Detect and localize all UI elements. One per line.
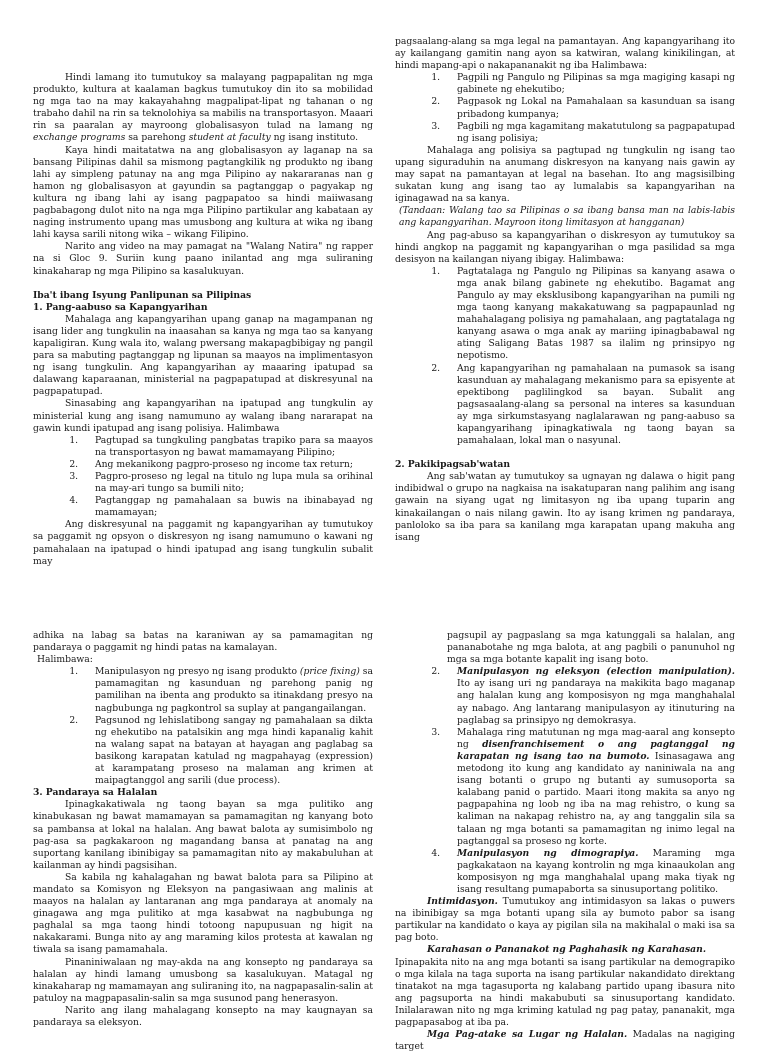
- list-item: 3. Pagbili ng mga kagamitang makatutulong sa pagpapatupad ng isang polisiya;: [443, 121, 735, 145]
- paragraph: adhika na labag sa batas na karaniwan ay sa pamamagitan ng pandaraya o paggamit ng hindi patas na kamalayan.: [33, 630, 373, 654]
- paragraph: Narito ang ilang mahalagang konsepto na may kaugnayan sa pandaraya sa eleksyon.: [33, 1004, 373, 1028]
- list-item: 1. Pagtupad sa tungkuling pangbatas trapiko para sa maayos na transportasyon ng bawat mamamayang Pilipino;: [81, 435, 373, 459]
- list-item: 1. Manipulasyon ng presyo ng isang produkto (price fixing) sa pamamagitan ng kasunduan ng parehong panig ng pamilihan na ibenta ang produkto sa itinakdang presyo na nagbubunga ng pagkontrol sa suplay at pangangailangan.: [81, 666, 373, 714]
- example-list: [33, 666, 373, 787]
- list-item: 3. Mahalaga ring matutunan ng mga mag-aaral ang konsepto ng disenfranchisement o ang pagtanggal ng karapatan ng isang tao na bumoto. Isinasagawa ang metodong ito kung ang kandidato ay naniniwala na ang isang botanti o grupo ng butanti ay sumusoporta sa kalabang panid o partido. Maari itong makita sa anyo ng pagpapahina ng loob ng iba na mag rehistro, o kung sa kaliman na nakapag rehistro na, ay ang tanggalin sila sa talaan ng mga botanti sa pamamagitan ng inimo legal na pagtanggal sa proseso ng korte.: [443, 727, 735, 848]
- paragraph: Mahalaga ang kapangyarihan upang ganap na magampanan ng isang lider ang tungkulin na inaasahan sa kanya ng mga tao sa kanyang kapaligiran. Kung wala ito, walang pwersang makapagbibigay ng pangil para sa mabuting pagtanggap ng lipunan sa maayos na implimentasyon ng isang tungkulin. Ang kapangyarihan ay maaaring ipatupad sa dalawang kaparaanan, ministerial na pagpapatupad at diskresyunal na pagpapatupad.: [33, 313, 373, 398]
- subheading: Mga Pag-atake sa Lugar ng Halalan.: [427, 1029, 628, 1041]
- example-list: [395, 72, 735, 145]
- paragraph: Narito ang video na may pamagat na "Walang Natira" ng rapper na si Gloc 9. Suriin kung paano inilantad ang mga suliraning kinakaharap ng mga Pilipino sa kasalukuyan.: [33, 241, 373, 277]
- list-item: 2. Pagpasok ng Lokal na Pamahalaan sa kasunduan sa isang pribadong kumpanya;: [443, 96, 735, 120]
- paragraph: Sinasabing ang kapangyarihan na ipatupad ang tungkulin ay ministerial kung ang isang namumuno ay walang ibang nararapat na gawin kundi ipatupad ang isang polisiya. Halimbawa: [33, 398, 373, 434]
- top-right-column: [395, 36, 735, 544]
- section-heading: 1. Pang-aabuso sa Kapangyarihan: [33, 301, 208, 313]
- note: (Tandaan: Walang tao sa Pilipinas o sa ibang bansa man na labis-labis ang kapangyarihan. Mayroon itong limitasyon at hangganan): [399, 205, 735, 229]
- paragraph: Kaya hindi maitatatwa na ang globalisasyon ay laganap na sa bansang Pilipinas dahil sa mismong pagtangkilik ng produkto ng ibang lahi ay simpleng patunay na ang mga Pilipino ay nakararanas nan g hamon ng globalisasyon at gayundin sa pagtanggap o pagyakap ng kultura ng ibang lahi ay isang pagpapatoo sa hindi maiiwasang pagbabagong dulot nito na nga mga Pilipino partikular ang kabataan ay naging instrumento upang mas umusbong ang kultura at wika ng ibang lahi kaysa sarili nitong wika – wikang Filipino.: [33, 144, 373, 241]
- list-item: 1. Pagpili ng Pangulo ng Pilipinas sa mga magiging kasapi ng gabinete ng ehekutibo;: [443, 72, 735, 96]
- paragraph: Ipinagkakatiwala ng taong bayan sa mga pulitiko ang kinabukasan ng bawat mamamayan sa pamamagitan ng kanyang boto sa pambansa at lokal na halalan. Ang bawat balota ay sumisimbolo ng pag-asa sa pagkakaroon ng magandang bansa at panatag na ang suportang kanilang ibinibigay sa pamamagitan nito ay makabuluhan at kailanman ay hindi pagsisihan.: [33, 799, 373, 871]
- section-heading: 3. Pandaraya sa Halalan: [33, 787, 158, 799]
- paragraph: Mga Pag-atake sa Lugar ng Halalan. Madalas na nagiging target: [395, 1029, 735, 1053]
- list-item: 4. Manipulasyon ng dimograpiya. Maraming mga pagkakataon na kayang kontrolin ng mga kinaaukolan ang komposisyon ng mga manghahalal upang maka tiyak ng isang resultang pumapaborta sa sinusuportang politiko.: [443, 848, 735, 896]
- paragraph: Ipinapakita nito na ang mga botanti sa isang partikular na demograpiko o mga kilala na taga suporta na isang partikular nakandidato direktang tinatakot na mga tagasuporta ng kalabang partido upang ibasura nito ang pagsuporta na hindi makabubuti sa sinusuportang kandidato. Inilalarawan nito ng mga kriming katulad ng pag patay, pananakit, mga pagpapasabog at iba pa.: [395, 956, 735, 1028]
- paragraph: Hindi lamang ito tumutukoy sa malayang pagpapalitan ng mga produkto, kultura at kaalaman bagkus tumutukoy din ito sa mobilidad ng mga tao na may kakayahahng magpalipat-lipat ng tahanan o ng trabaho dahil na rin sa teknolohiya sa mabilis na transportasyon. Maaari rin sa paaralan ay mayroong globalisasyon tulad na lamang ng exchange programs sa parehong student at faculty ng isang instituto.: [33, 72, 373, 144]
- subheading: Karahasan o Pananakot ng Paghahasik ng Karahasan.: [427, 944, 707, 956]
- paragraph: Ang diskresyunal na paggamit ng kapangyarihan ay tumutukoy sa paggamit ng opsyon o diskresyon ng isang namumuno o kawani ng pamahalaan na ipatupad o hindi ipatupad ang isang tungkulin subalit may: [33, 519, 373, 567]
- paragraph: Mahalaga ang polisiya sa pagtupad ng tungkulin ng isang tao upang siguraduhin na anumang diskresyon na kanyang nais gawin ay may sapat na pamantayan at legal na basehan. Ito ang magsisilbing sukatan kung ang isang tao ay lumalabis sa kapangyarihan na iginagawad na sa kanya.: [395, 144, 735, 205]
- paragraph: pagsupil ay pagpaslang sa mga katunggali sa halalan, ang pananabotahe ng mga balota, at ang pagbili o panunuhol ng mga sa mga botante kapalit ing isang boto.: [447, 630, 735, 666]
- list-item: 3. Pagpro-proseso ng legal na titulo ng lupa mula sa orihinal na may-ari tungo sa bumili nito;: [81, 471, 373, 495]
- section-heading: 2. Pakikipagsab'watan: [395, 459, 511, 471]
- paragraph: Sa kabila ng kahalagahan ng bawat balota para sa Pilipino at mandato sa Komisyon ng Eleksyon na pangasiwaan ang malinis at maayos na halalan ay lantaranan ang mga pandaraya at anomaly na ginagawa ang mga pulitiko at mga kasabwat na nagbubunga ng paghalal sa mga taong hindi totoong napupusuan ng higit na nakakarami. Bunga nito ay ang maraming kilos protesta at kawalan ng tiwala sa isang pamamahala.: [33, 871, 373, 956]
- list-item: 1. Pagtatalaga ng Pangulo ng Pilipinas sa kanyang asawa o mga anak bilang gabinete ng ehekutibo. Bagamat ang Pangulo ay may eksklusibong kapangyarihan na pumili ng mga taong kanyang makakatuwang sa pagpapaunlad ng mahahalagang polisiya ng pamahalaan, ang pagtatalaga ng kanyang asawa o mga anak ay mariing ipinagbabawal ng ating Saligang Batas 1987 sa ilalim ng prinsipyo ng nepotismo.: [443, 266, 735, 363]
- paragraph: Halimbawa:: [37, 654, 93, 666]
- list-item: 2. Ang kapangyarihan ng pamahalaan na pumasok sa isang kasunduan ay mahalagang mekanismo para sa episyente at epektibong paglilingkod sa bayan. Subalit ang pagsasaalang-alang sa personal na interes sa kasunduan ay mga sirkumstasyang naglalarawan ng pang-aabuso sa kapangyarihang ipinagkatiwala ng taong bayan sa pamahalaan, lokal man o nasyunal.: [443, 363, 735, 448]
- bottom-right-column: [395, 630, 735, 1053]
- example-list: [395, 666, 735, 896]
- paragraph: Ang pag-abuso sa kapangyarihan o diskresyon ay tumutukoy sa hindi angkop na paggamit ng kapangyarihan o mga pasilidad sa mga desisyon na kailangan niyang ibigay. Halimbawa:: [395, 229, 735, 265]
- list-item: 2. Pagsunod ng lehislatibong sangay ng pamahalaan sa dikta ng ehekutibo na patalsikin ang mga hindi kapanalig kahit na walang sapat na batayan at hayagan ang paglabag sa basikong karapatan katulad ng magpahayag (expression) at karampatang proseso na malaman ang krimen at maipagtanggol ang sarili (due process).: [81, 715, 373, 788]
- subheading: Intimidasyon.: [427, 896, 498, 908]
- paragraph: Pinaniniwalaan ng may-akda na ang konsepto ng pandaraya sa halalan ay hindi lamang umusbong sa kasalukuyan. Matagal ng kinakaharap ng mamamayan ang suliraning ito, na nagpapasalin-salin at patuloy na magpapasalin-salin sa mga susunod pang henerasyon.: [33, 956, 373, 1004]
- list-item: 4. Pagtanggap ng pamahalaan sa buwis na ibinabayad ng mamamayan;: [81, 495, 373, 519]
- paragraph: Intimidasyon. Tumutukoy ang intimidasyon sa lakas o puwers na ibinibigay sa mga botanti upang sila ay bumoto pabor sa isang partikular na kandidato o kaya ay pigilan sila na makihalal o maki isa sa pag boto.: [395, 896, 735, 944]
- paragraph: pagsaalang-alang sa mga legal na pamantayan. Ang kapangyarihang ito ay kailangang gamitin nang ayon sa katwiran, walang kinikilingan, at hindi mapang-api o nakapananakit ng iba Halimbawa:: [395, 36, 735, 72]
- example-list: [33, 435, 373, 520]
- paragraph: Ang sab'watan ay tumutukoy sa ugnayan ng dalawa o higit pang indibidwal o grupo na nagkaisa na isakatuparan nang palihim ang isang gawain na siyang ugat ng limitasyon ng iba upang tuparin ang kinakailangan o nais nilang gawin. Ito ay isang krimen ng pandaraya, panloloko sa iba para sa kanilang mga karapatan upang makuha ang isang: [395, 471, 735, 543]
- section-heading: Iba't ibang Isyung Panlipunan sa Pilipinas: [33, 289, 252, 301]
- example-list: [395, 266, 735, 447]
- list-item: 2. Manipulasyon ng eleksyon (election manipulation). Ito ay isang uri ng pandaraya na makikita bago maganap ang halalan kung ang komposisyon ng mga manghahalal ay nabago. Ang lantarang manipulasyon ay itinuturing na paglabag sa prinsipyo ng demokrasya.: [443, 666, 735, 726]
- bottom-left-column: [33, 630, 373, 1029]
- list-item: 2. Ang mekanikong pagpro-proseso ng income tax return;: [81, 459, 373, 471]
- top-left-column: [33, 72, 373, 568]
